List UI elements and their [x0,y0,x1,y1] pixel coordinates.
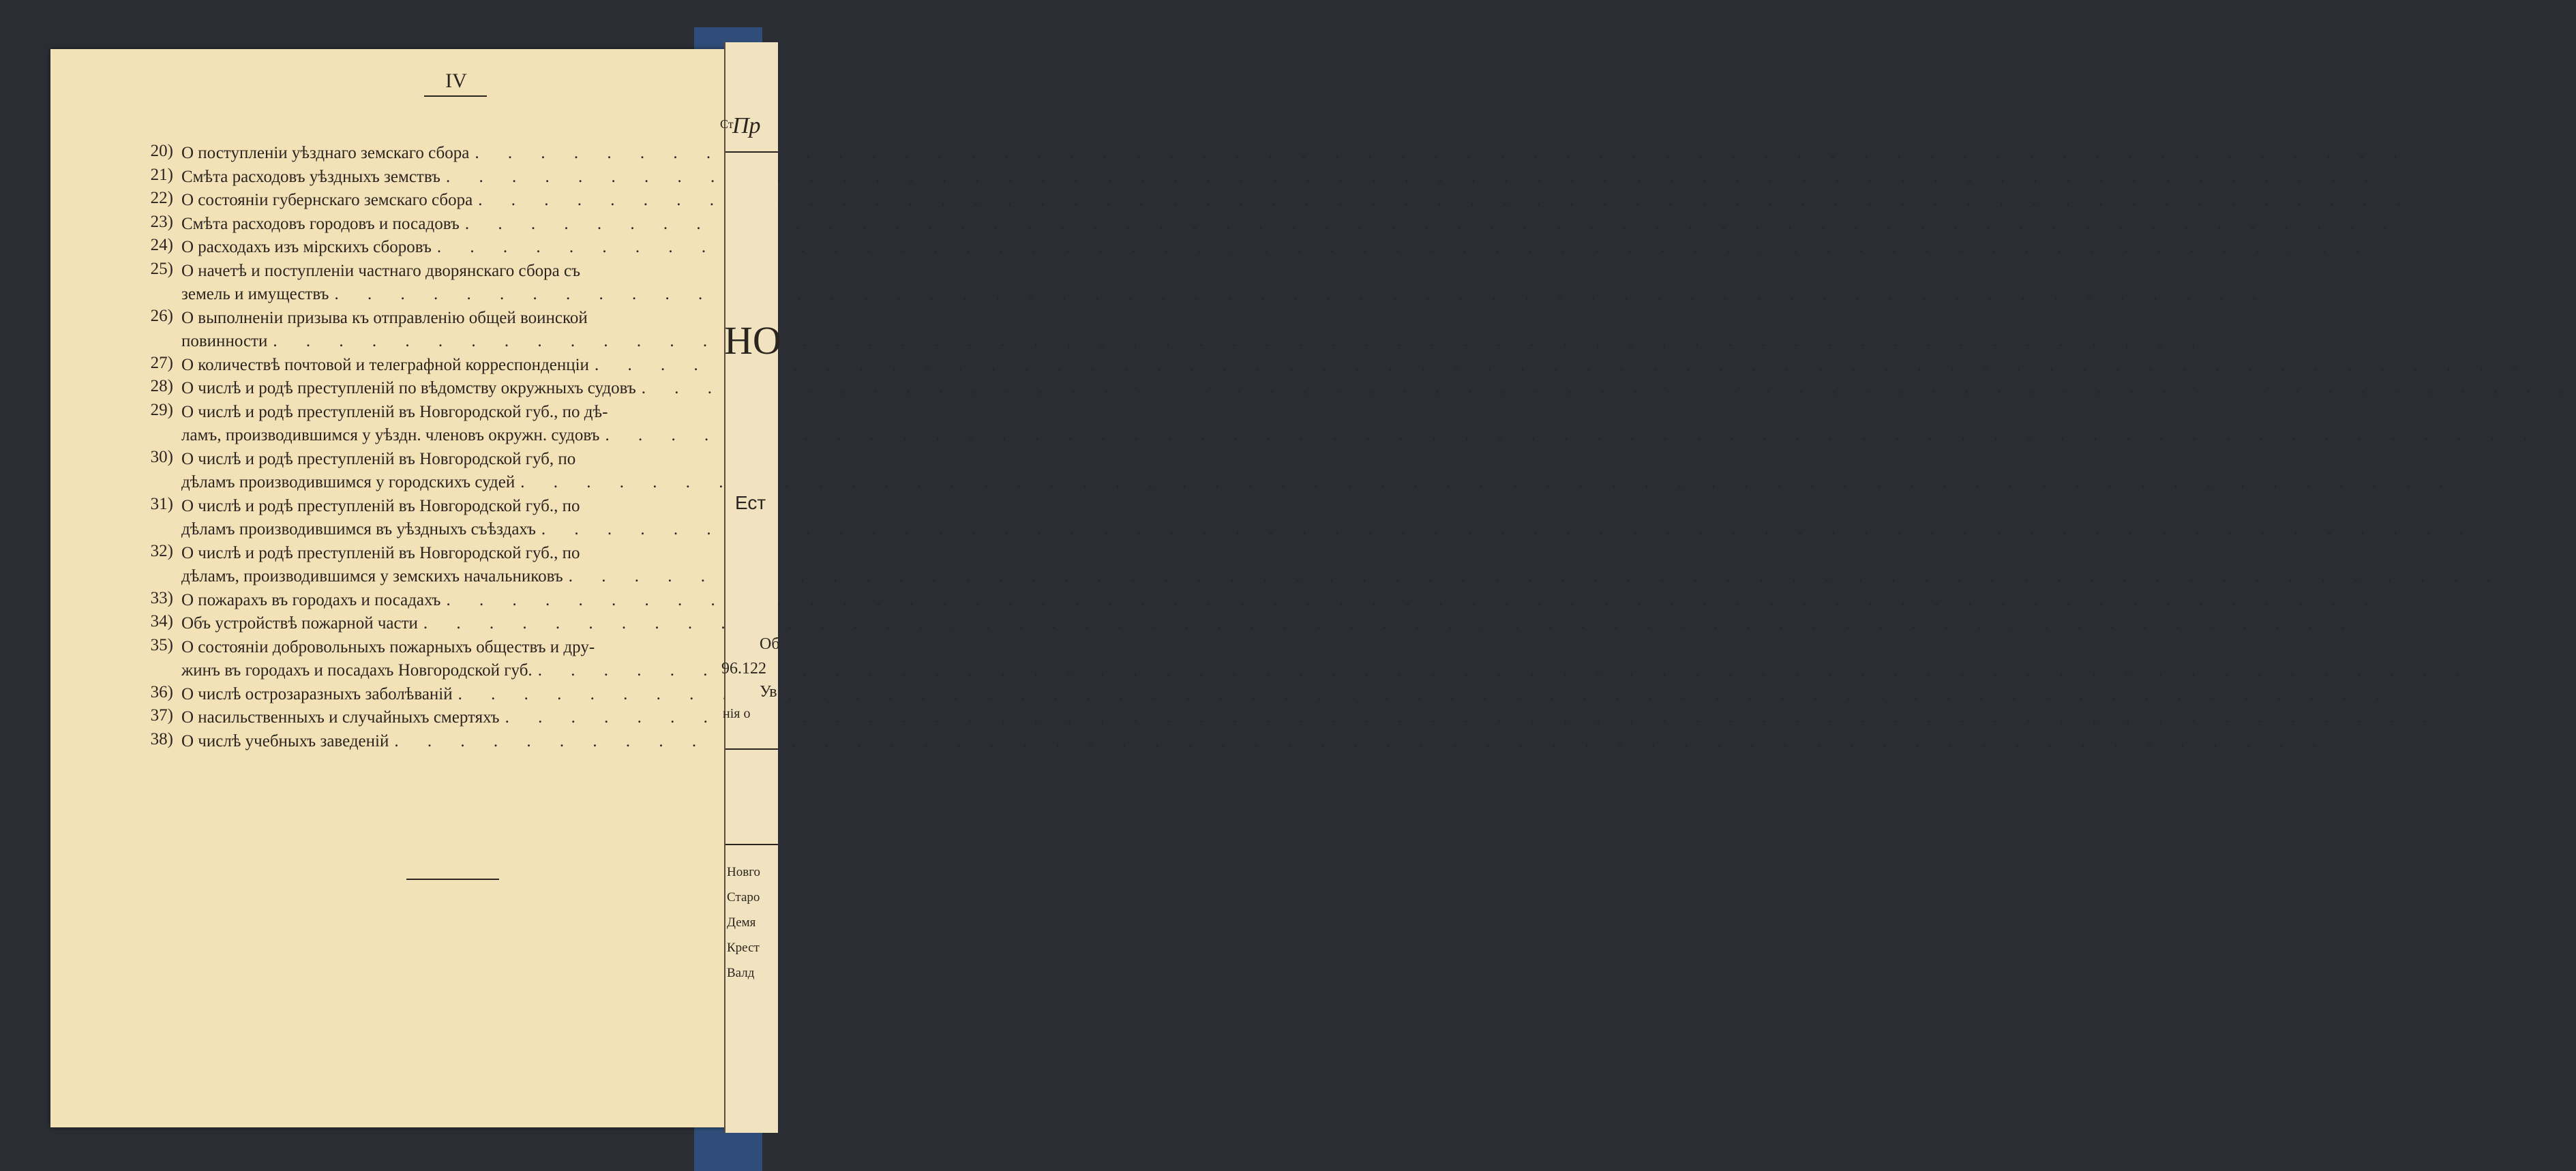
adjacent-line-3: Ув [760,683,777,701]
toc-leader-dots [569,565,2503,589]
toc-leader-dots [273,330,2207,354]
toc-entry-number: 21) [150,165,173,184]
toc-entry-number: 26) [150,306,173,325]
toc-leader-dots [505,706,2440,730]
toc-leader-dots [423,612,2358,636]
toc-entry [132,706,720,730]
toc-entry-title: Объ устройствѣ пожарной части [181,614,418,633]
closing-rule [406,879,499,880]
adjacent-big-title: НО [724,318,781,363]
toc-entry-title: О числѣ и родѣ преступленій въ Новгородской губ., по [181,496,580,515]
toc-entry-title: О состояніи губернскаго земскаго сбора [181,191,473,209]
toc-entry-number: 25) [150,259,173,278]
adjacent-line-2: Об [760,635,780,653]
toc-entry-number: 24) [150,236,173,254]
adjacent-town: Крест [727,941,760,955]
toc-entry [132,189,720,213]
toc-entry-title: О числѣ и родѣ преступленій въ Новгородской губ., по [181,543,580,562]
page-number-underline [424,95,487,97]
toc-entry-title: О выполненіи призыва къ отправленію общей воинской [181,308,588,327]
toc-entry-title: О количествѣ почтовой и телеграфной корреспонденціи [181,355,589,374]
adjacent-town: Новго [727,865,761,879]
toc-entry-number: 38) [150,729,173,748]
toc-entry-number: 31) [150,494,173,513]
toc-entry [132,495,720,542]
toc-entry-number: 32) [150,541,173,560]
toc-entry-title: дѣламъ производившимся въ уѣздныхъ съѣздахъ [181,520,536,538]
toc-entry-title: О числѣ и родѣ преступленій въ Новгородской губ., по дѣ- [181,402,608,421]
toc-entry-number: 28) [150,377,173,395]
toc-leader-dots [642,377,2576,401]
toc-entry-title: О числѣ и родѣ преступленій по вѣдомству окружныхъ судовъ [181,379,636,397]
toc-entry-title: дѣламъ, производившимся у земскихъ начальниковъ [181,567,563,586]
toc-entry-number: 22) [150,189,173,207]
toc-entry [132,354,720,378]
toc-leader-dots [394,730,2328,754]
adjacent-page-edge [720,42,781,1133]
toc-entry [132,213,720,237]
adjacent-rule [725,151,778,153]
toc-entry-title: О насильственныхъ и случайныхъ смертяхъ [181,708,500,727]
adjacent-rule-2 [725,748,778,750]
toc-entry-number: 23) [150,212,173,231]
toc-entry-title: О пожарахъ въ городахъ и посадахъ [181,590,441,609]
adjacent-town: Старо [727,890,760,904]
toc-entry-title: земель и имуществъ [181,285,329,303]
adjacent-number: 96.122 [721,660,766,678]
toc-leader-dots [595,354,2529,378]
toc-entry [132,683,720,707]
toc-entry-number: 33) [150,588,173,607]
toc-entry [132,542,720,589]
toc-entry-title: О числѣ учебныхъ заведеній [181,731,389,750]
toc-entry [132,377,720,401]
adjacent-town: Валд [727,966,755,980]
table-of-contents [132,142,720,753]
toc-leader-dots [541,518,2476,542]
toc-entry-title: О расходахъ изъ мірскихъ сборовъ [181,238,432,256]
toc-entry [132,448,720,495]
adjacent-line-1: Ест [735,492,766,513]
toc-entry [132,307,720,354]
adjacent-town: Демя [727,915,756,930]
toc-entry [132,730,720,754]
toc-entry [132,142,720,166]
toc-entry-number: 36) [150,682,173,701]
toc-entry [132,166,720,189]
document-page [50,49,730,1127]
toc-entry-number: 34) [150,612,173,630]
toc-entry-title: О поступленіи уѣзднаго земскаго сбора [181,144,470,162]
toc-entry [132,589,720,613]
toc-entry [132,636,720,683]
toc-entry-number: 37) [150,706,173,725]
toc-entry-number: 20) [150,142,173,160]
page-number: IV [445,70,467,92]
toc-entry [132,236,720,260]
toc-entry-title: повинности [181,332,268,350]
toc-entry-title: О числѣ и родѣ преступленій въ Новгородской губ, по [181,449,576,468]
toc-entry-number: 30) [150,447,173,466]
toc-entry-title: дѣламъ производившимся у городскихъ судей [181,473,515,491]
toc-leader-dots [334,283,2268,307]
toc-entry-number: 27) [150,353,173,372]
adjacent-rule-3 [725,844,778,845]
toc-entry-title: Смѣта расходовъ городовъ и посадовъ [181,214,460,233]
adjacent-top-label: Ст [720,117,734,131]
adjacent-line-4: нія о [723,706,751,721]
toc-entry-title: О начетѣ и поступленіи частнаго дворянскаго сбора съ [181,261,581,280]
toc-entry-title: О состояніи добровольныхъ пожарныхъ обществъ и дру- [181,637,595,656]
toc-entry [132,612,720,636]
toc-entry-number: 29) [150,400,173,419]
toc-entry-title: Смѣта расходовъ уѣздныхъ земствъ [181,167,440,186]
toc-leader-dots [605,424,2539,448]
toc-entry-title: жинъ въ городахъ и посадахъ Новгородской губ. [181,661,533,680]
toc-entry-number: 35) [150,635,173,654]
toc-entry [132,401,720,448]
toc-entry-title: О числѣ острозаразныхъ заболѣваній [181,684,453,703]
toc-entry-title: ламъ, производившимся у уѣздн. членовъ окружн. судовъ [181,426,600,444]
toc-leader-dots [520,471,2455,495]
adjacent-heading: Пр [732,113,761,138]
toc-leader-dots [538,659,2472,683]
toc-entry [132,260,720,307]
